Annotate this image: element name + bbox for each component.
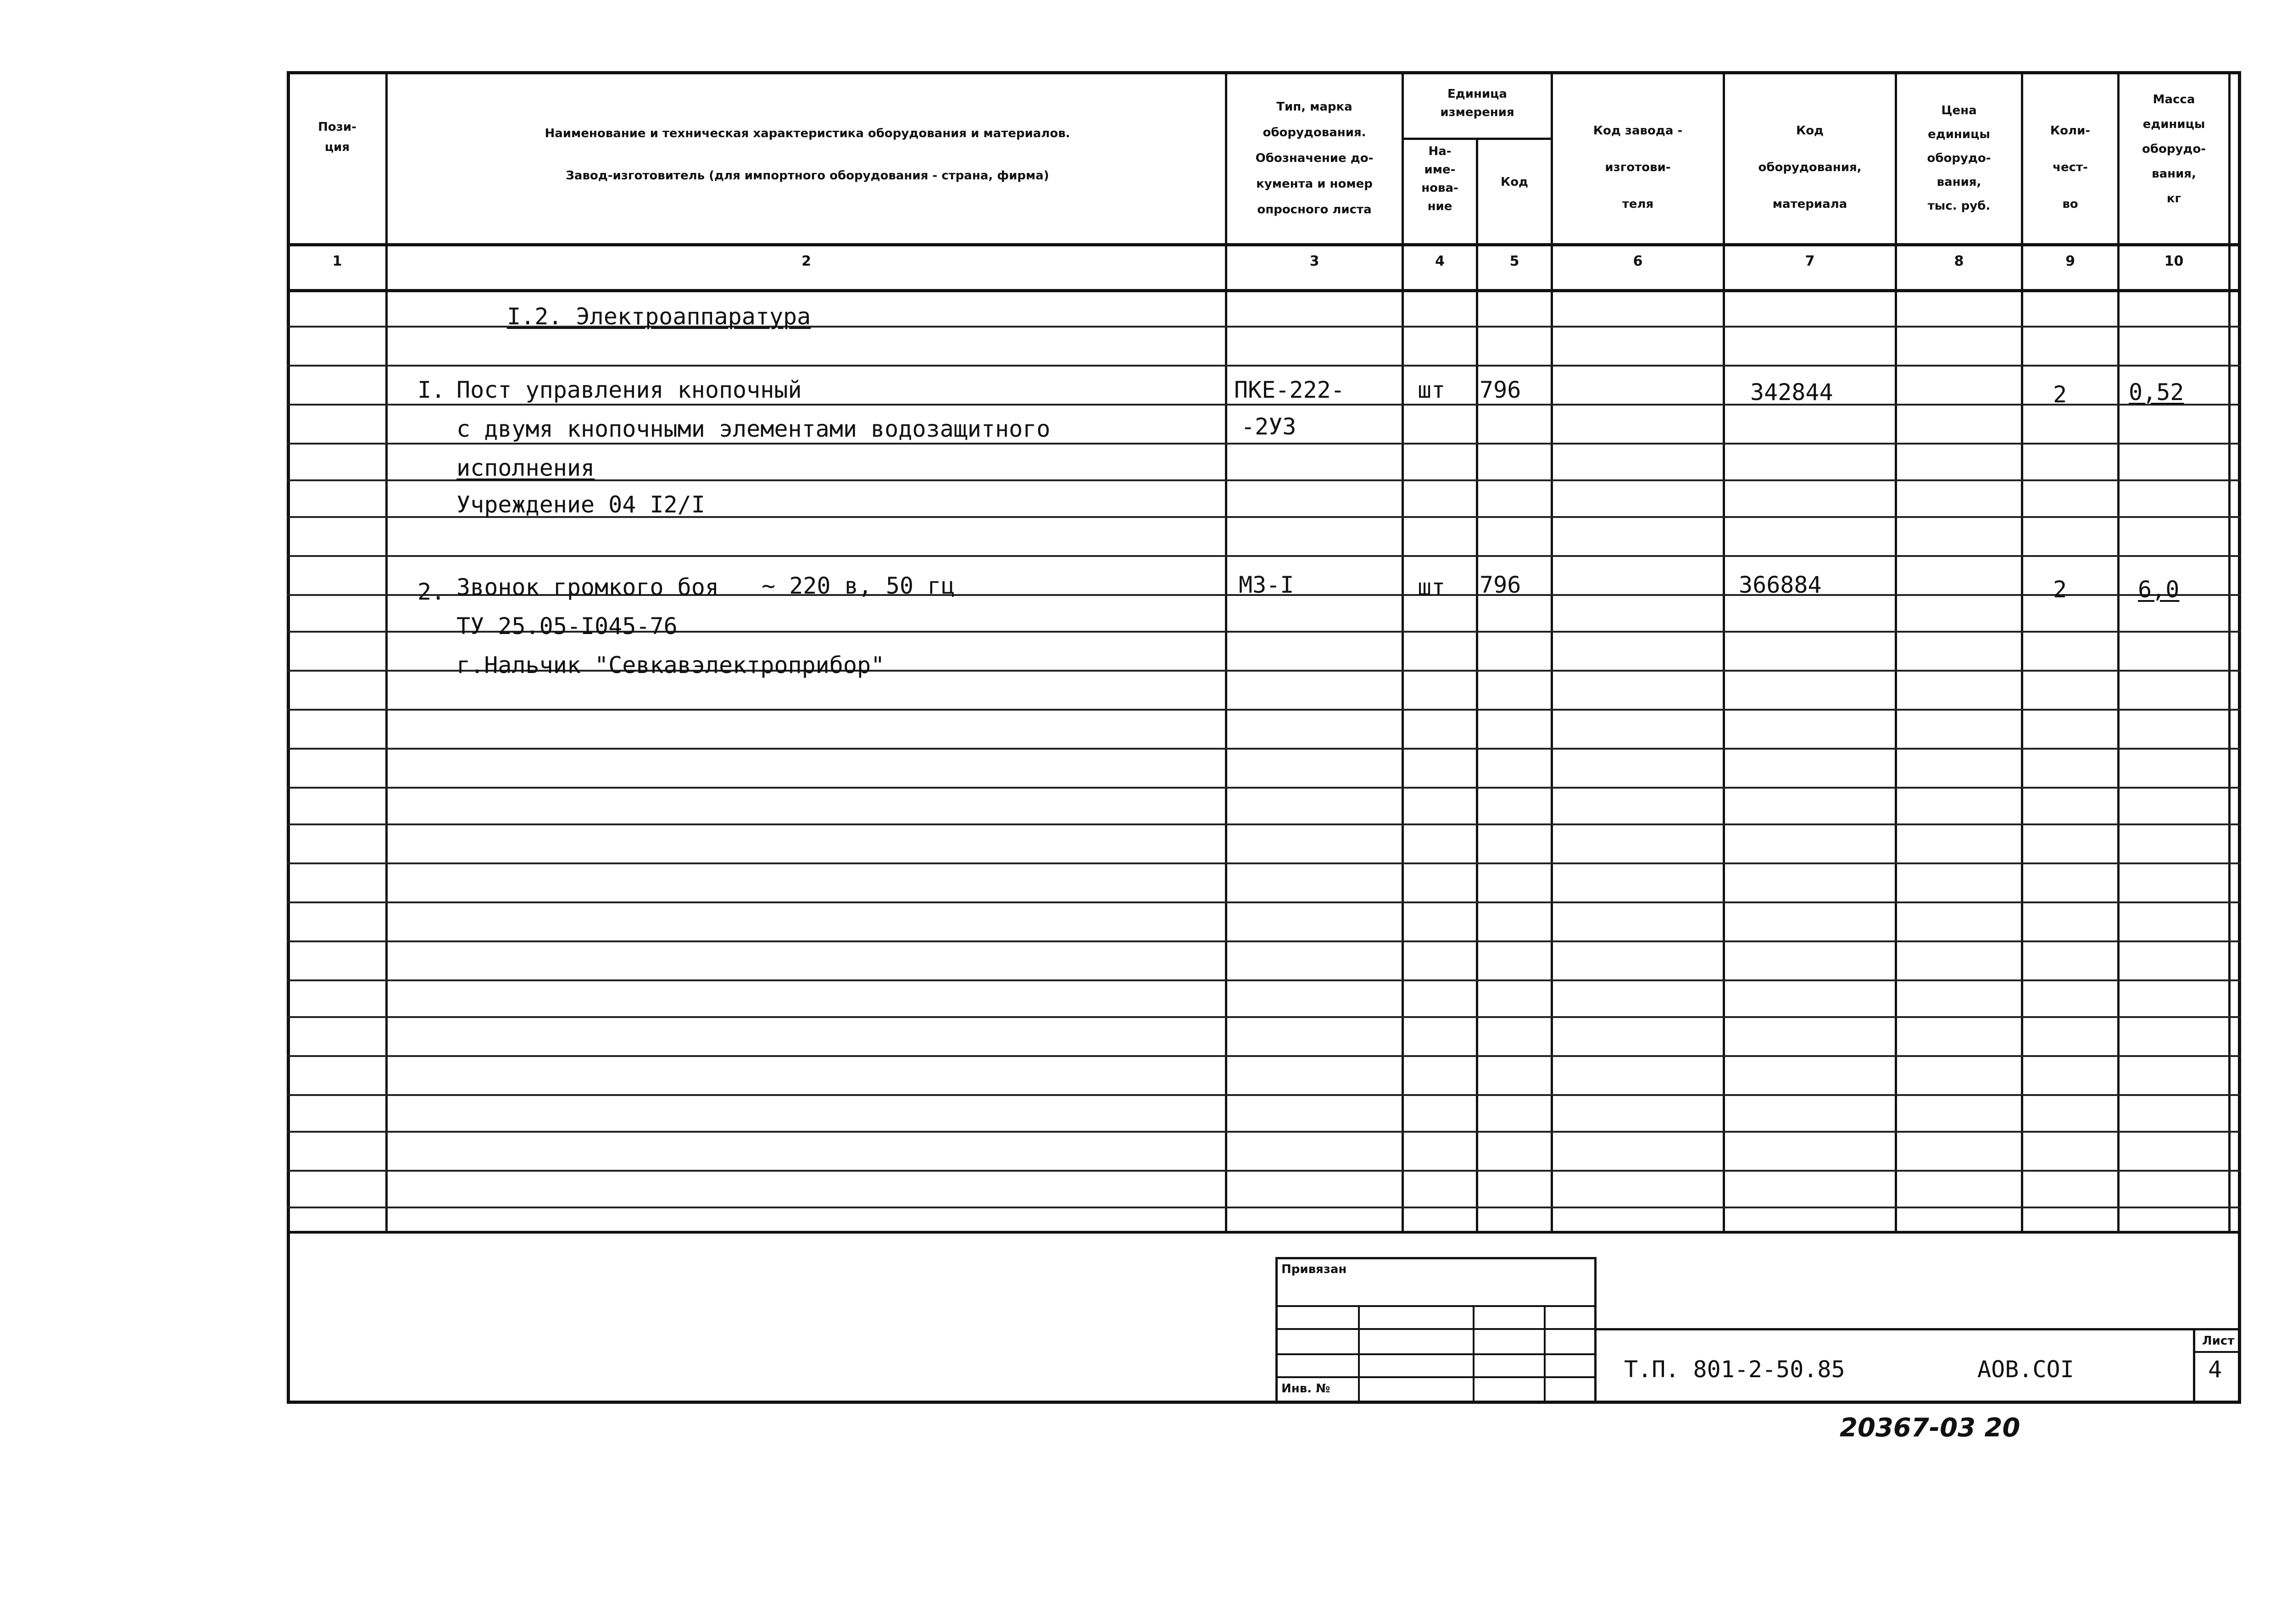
item-1-name-line-1: Пост управления кнопочный [456,377,802,403]
sheet-number: 4 [2208,1356,2222,1383]
section-title: I.2. Электроаппаратура [507,303,811,330]
column-number-9: 9 [2065,253,2075,269]
header-unit-price: Цена единицы оборудо- вания, тыс. руб. [1927,104,1991,213]
unit-group-line [1402,138,1553,140]
item-1-name-line-3: исполнения [456,455,595,481]
item-1-name-line-4: Учреждение 04 I2/I [456,491,705,518]
project-code: Т.П. 801-2-50.85 [1624,1356,1845,1383]
header-equipment-code: Код оборудования, материала [1758,124,1862,211]
item-2-quantity: 2 [2053,576,2067,603]
column-number-5: 5 [1509,253,1519,269]
row-rule [287,1094,2241,1096]
row-rule [287,709,2241,711]
numbers-bottom-line [287,289,2241,292]
inventory-label: Инв. № [1281,1382,1330,1396]
item-2-equipment-code: 366884 [1739,572,1822,598]
attachment-stamp [1275,1257,1597,1404]
specification-sheet [287,71,2241,1404]
column-number-7: 7 [1805,253,1815,269]
header-position: Пози- ция [318,120,356,154]
item-1-mass: 0,52 [2129,379,2184,406]
item-1-type-line-1: ПКЕ-222- [1234,377,1345,403]
stamp-line [1358,1305,1360,1402]
column-number-2: 2 [801,253,811,269]
row-rule [287,940,2241,942]
attached-label: Привязан [1281,1262,1347,1276]
item-2-position: 2. [417,578,445,605]
stamp-line [1278,1376,1594,1378]
header-unit-name: На- име- нова- ние [1421,145,1458,213]
item-2-name-line-2: ТУ 25.05-I045-76 [456,613,678,640]
sheet-frame [287,71,2241,1404]
item-2-mass: 6,0 [2138,576,2180,603]
archive-number: 20367-03 20 [1840,1413,2020,1443]
column-number-8: 8 [1954,253,1964,269]
row-rule [287,787,2241,789]
item-1-type-line-2: -2У3 [1241,413,1297,440]
header-bottom-line [287,243,2241,246]
item-2-voltage: ~ 220 в, 50 гц [762,573,955,599]
col-line-4 [1476,138,1478,1232]
row-rule [287,1016,2241,1018]
item-2-name-line-1: Звонок громкого боя [456,574,719,601]
row-rule [287,979,2241,981]
header-unit-code: Код [1500,175,1529,189]
row-rule [287,404,2241,406]
row-rule [287,862,2241,864]
item-1-position: I. [417,377,445,403]
row-rule [287,748,2241,750]
column-number-10: 10 [2164,253,2184,269]
item-1-equipment-code: 342844 [1750,379,1833,406]
row-rule [287,365,2241,367]
item-2-unit-name: шт [1418,574,1446,601]
item-1-quantity: 2 [2053,381,2067,408]
item-2-name-line-3: г.Нальчик "Севкавэлектроприбор" [456,652,885,679]
row-rule [287,1207,2241,1208]
stamp-line [1278,1328,1594,1330]
item-2-unit-code: 796 [1480,572,1521,598]
column-number-4: 4 [1435,253,1445,269]
row-rule [287,1170,2241,1172]
item-1-unit-name: шт [1418,377,1446,403]
row-rule [287,901,2241,903]
row-rule [287,823,2241,825]
sheet-cell-line [2193,1328,2195,1404]
sheet-cell-line [2193,1351,2241,1353]
column-number-1: 1 [332,253,342,269]
header-mass: Масса единицы оборудо- вания, кг [2142,93,2206,206]
row-rule [287,1055,2241,1057]
header-quantity: Коли- чест- во [2050,124,2091,211]
row-rule [287,443,2241,445]
header-factory-code: Код завода - изготови- теля [1593,124,1683,211]
item-1-unit-code: 796 [1480,377,1521,403]
row-rule [287,555,2241,557]
body-bottom-line [287,1231,2241,1234]
header-type: Тип, марка оборудования. Обозначение до- кумента и номер опросного листа [1255,100,1374,217]
code-block-top-line [1597,1328,2241,1330]
stamp-line [1278,1353,1594,1355]
stamp-line [1473,1305,1475,1402]
row-rule [287,1131,2241,1133]
sheet-label: Лист [2202,1334,2235,1348]
column-number-6: 6 [1633,253,1643,269]
doc-code: АОВ.СОI [1977,1356,2074,1383]
item-2-type-line-1: МЗ-I [1239,572,1294,598]
header-name: Наименование и техническая характеристика оборудования и материалов. Завод-изготовитель (для импортного оборудования - страна, фирма) [545,127,1070,183]
header-unit-group: Единица измерения [1440,87,1514,119]
stamp-line [1278,1305,1594,1307]
column-number-3: 3 [1309,253,1319,269]
item-1-name-line-2: с двумя кнопочными элементами водозащитного [456,416,1051,442]
stamp-line [1544,1305,1546,1402]
